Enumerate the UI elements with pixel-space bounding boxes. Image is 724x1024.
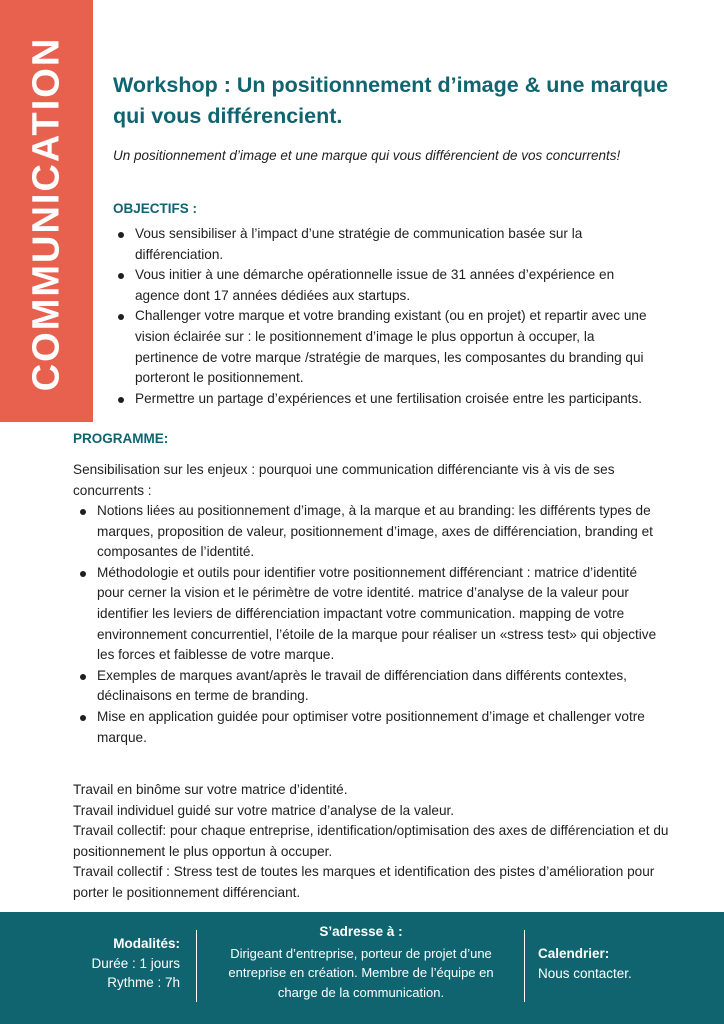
footer-divider	[524, 930, 525, 1002]
list-item-text: Vous sensibiliser à l’impact d’une stratégie de communication basée sur la différenciation.	[135, 226, 583, 262]
bullet-icon	[118, 232, 124, 238]
footer-divider	[196, 930, 197, 1002]
calendrier-label: Calendrier:	[538, 946, 610, 961]
category-band	[0, 0, 93, 422]
list-item-text: Notions liées au positionnement d’image, à la marque et au branding: les différents types de marques, proposition de valeur, positionnement d’image, axes de différenciation, branding et composantes de l’identité.	[97, 503, 653, 560]
work-line: Travail individuel guidé sur votre matrice d’analyse de la valeur.	[73, 802, 455, 818]
list-item	[97, 563, 657, 666]
list-item	[97, 501, 657, 563]
programme-intro: Sensibilisation sur les enjeux : pourquoi une communication différenciante vis à vis de ses concurrents :	[73, 462, 615, 498]
work-line: Travail collectif : Stress test de toutes les marques et identification des pistes d’amélioration pour porter le positionnement différenciant.	[73, 864, 655, 900]
list-item-text: Méthodologie et outils pour identifier votre positionnement différenciant : matrice d’identité pour cerner la vision et le périmètre de votre identité. matrice d’analyse de la valeur pour identifier les leviers de différenciation impactant votre communication. mapping de votre environnement concurrentiel, l’étoile de la marque pour réaliser un «stress test» qui objective les forces et faiblesse de votre marque.	[97, 564, 657, 663]
bullet-icon	[80, 509, 86, 515]
page-title: Workshop : Un positionnement d’image & une marque qui vous différencient.	[113, 73, 669, 128]
list-item-text: Exemples de marques avant/après le travail de différenciation dans différents contextes, déclinaisons en terme de branding.	[97, 667, 627, 704]
bullet-icon	[118, 314, 124, 320]
list-item	[135, 389, 655, 410]
programme-heading: PROGRAMME:	[73, 431, 169, 446]
footer-band	[0, 912, 724, 1024]
rythme-text: Rythme : 7h	[107, 975, 180, 990]
list-item	[135, 306, 655, 388]
work-line: Travail collectif: pour chaque entreprise, identification/optimisation des axes de différenciation et du positionnement le plus opportun à occuper.	[73, 823, 669, 859]
list-item	[135, 265, 655, 306]
list-item	[135, 224, 655, 265]
page-subtitle: Un positionnement d’image et une marque qui vous différencient de vos concurrents!	[113, 148, 621, 163]
adresse-block	[207, 922, 515, 1002]
objectifs-heading: OBJECTIFS :	[113, 201, 198, 216]
list-item-text: Vous initier à une démarche opérationnelle issue de 31 années d’expérience en agence dont 17 années dédiées aux startups.	[135, 267, 615, 303]
list-item-text: Challenger votre marque et votre branding existant (ou en projet) et repartir avec une vision éclairée sur : le positionnement d’image le plus opportun à occuper, la pertinence de votre marque /stratégie de marques, les composantes du branding qui porteront le positionnement.	[135, 308, 647, 386]
adresse-text: Dirigeant d’entreprise, porteur de projet d’une entreprise en création. Membre de l’équipe en charge de la communication.	[228, 945, 494, 1000]
modalites-block	[0, 934, 180, 993]
category-label: COMMUNICATION	[25, 36, 68, 392]
adresse-label: S’adresse à :	[319, 924, 403, 939]
bullet-icon	[118, 397, 124, 403]
programme-list	[97, 501, 657, 748]
bullet-icon	[80, 571, 86, 577]
works-section	[73, 780, 673, 904]
list-item	[97, 666, 657, 707]
objectifs-list	[135, 224, 655, 409]
list-item-text: Permettre un partage d’expériences et une fertilisation croisée entre les participants.	[135, 390, 643, 406]
work-line: Travail en binôme sur votre matrice d’identité.	[73, 782, 348, 797]
list-item-text: Mise en application guidée pour optimiser votre positionnement d’image et challenger votre marque.	[97, 708, 645, 745]
list-item	[97, 707, 657, 748]
calendrier-block	[538, 944, 708, 983]
calendrier-text: Nous contacter.	[538, 965, 632, 981]
bullet-icon	[80, 674, 86, 680]
modalites-label: Modalités:	[113, 936, 180, 951]
bullet-icon	[80, 715, 86, 721]
duree-text: Durée : 1 jours	[91, 955, 180, 971]
bullet-icon	[118, 273, 124, 279]
